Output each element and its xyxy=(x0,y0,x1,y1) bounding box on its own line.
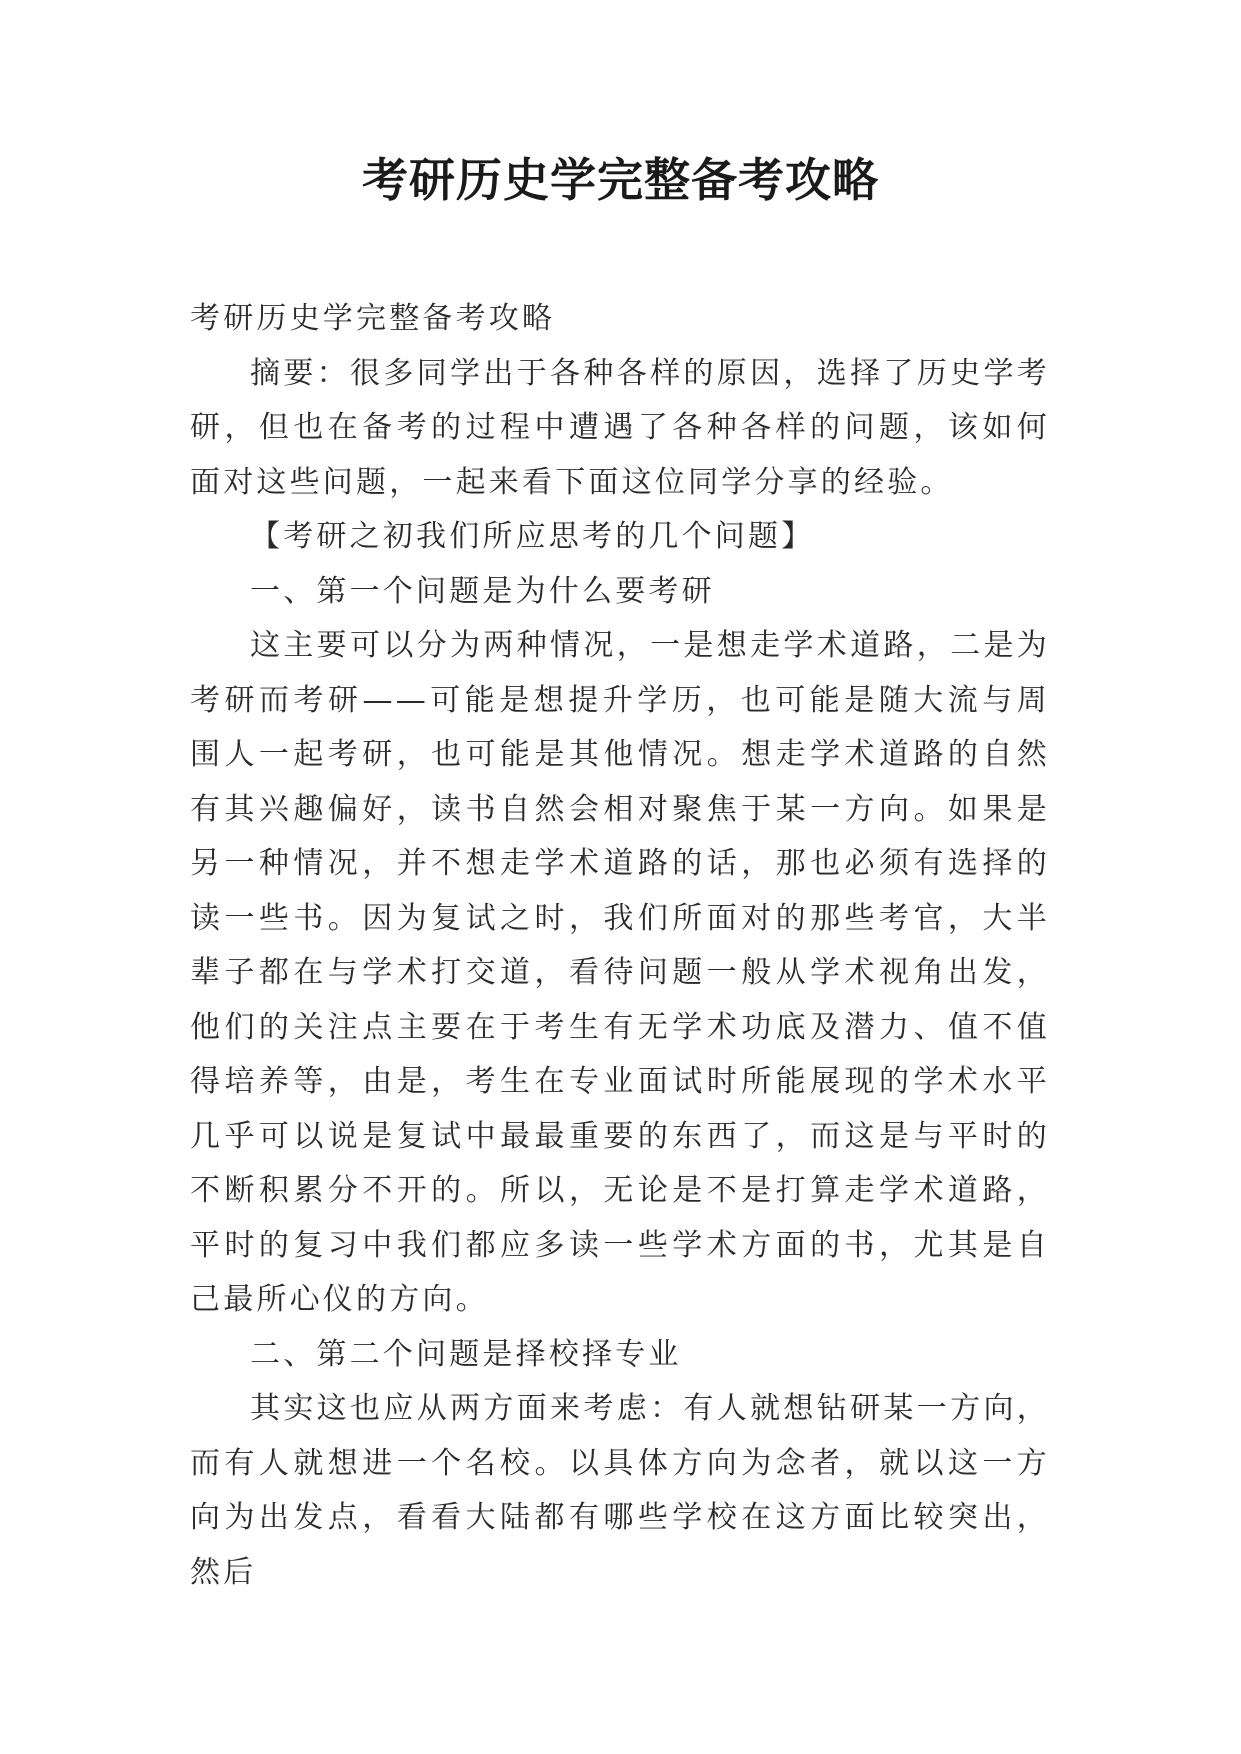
paragraph-section-heading: 【考研之初我们所应思考的几个问题】 xyxy=(250,519,815,554)
paragraph-question-one-body: 这主要可以分为两种情况，一是想走学术道路，二是为考研而考研——可能是想提升学历，也可能是随大流与周围人一起考研，也可能是其他情况。想走学术道路的自然有其兴趣偏好，读书自然会相对聚焦于某一方向。如果是另一种情况，并不想走学术道路的话，那也必须有选择的读一些书。因为复试之时，我们所面对的那些考官，大半辈子都在与学术打交道，看待问题一般从学术视角出发，他们的关注点主要在于考生有无学术功底及潜力、值不值得培养等，由是，考生在专业面试时所能展现的学术水平几乎可以说是复试中最最重要的东西了，而这是与平时的不断积累分不开的。所以，无论是不是打算走学术道路，平时的复习中我们都应多读一些学术方面的书，尤其是自己最所心仪的方向。 xyxy=(190,628,1050,1317)
paragraph-question-one: 一、第一个问题是为什么要考研 xyxy=(250,573,715,609)
document-body xyxy=(190,292,1050,1600)
document-title: 考研历史学完整备考攻略 xyxy=(362,153,879,207)
paragraph-abstract: 摘要：很多同学出于各种各样的原因，选择了历史学考研，但也在备考的过程中遭遇了各种各样的问题，该如何面对这些问题，一起来看下面这位同学分享的经验。 xyxy=(190,355,1050,500)
paragraph-question-two-body: 其实这也应从两方面来考虑：有人就想钻研某一方向，而有人就想进一个名校。以具体方向为念者，就以这一方向为出发点，看看大陆都有哪些学校在这方面比较突出，然后 xyxy=(190,1391,1050,1590)
paragraph-question-two: 二、第二个问题是择校择专业 xyxy=(250,1336,682,1372)
paragraph-heading-repeat: 考研历史学完整备考攻略 xyxy=(190,301,556,336)
